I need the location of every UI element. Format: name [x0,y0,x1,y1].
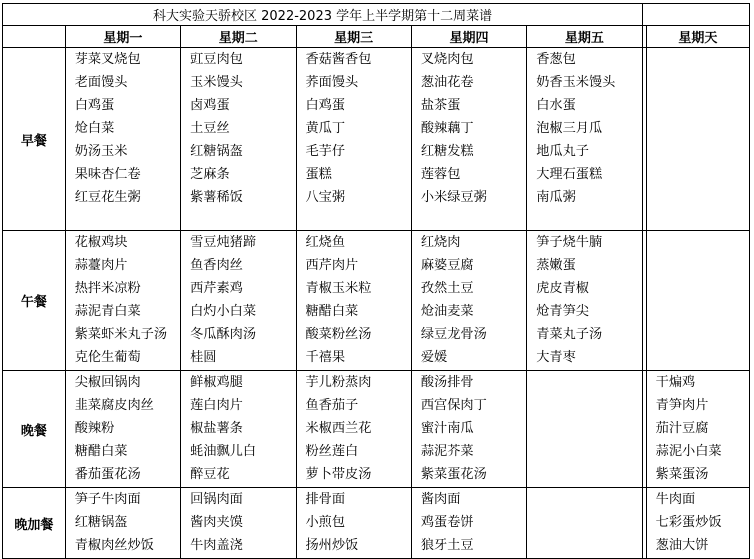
dish-item: 西宫保肉丁 [420,398,487,413]
dish-item: 绿豆龙骨汤 [420,327,487,342]
corner-cell [3,26,66,48]
dish-list [306,488,411,558]
dish-list [75,371,180,487]
dish-list [306,371,411,487]
meal-label-breakfast: 早餐 [3,48,66,231]
day-header-tuesday: 星期二 [181,26,296,48]
dish-cell-dinner-tuesday [181,371,296,488]
dish-item: 蒜薹肉片 [74,258,128,273]
dish-item: 酸辣粉 [74,421,115,436]
dish-list [75,488,180,558]
dish-item: 青笋肉片 [655,398,709,413]
dish-item: 炝白菜 [74,121,115,136]
dish-item: 炝青笋尖 [536,304,589,319]
dish-item: 芝麻条 [190,167,230,182]
dish-item: 奶香玉米馒头 [536,75,616,90]
dish-item: 紫菜蛋汤 [655,467,709,482]
meal-row-late-snack [3,488,750,559]
dish-list [306,231,411,370]
menu-title: 科大实验天骄校区 2022-2023 学年上半学期第十二周菜谱 [3,4,643,26]
dish-item: 青菜丸子汤 [536,327,603,342]
dish-item: 白鸡蛋 [74,98,115,113]
dish-list [190,48,295,210]
dish-item: 西芹素鸡 [190,281,243,296]
dish-item: 笋子烧牛腩 [536,235,603,250]
dish-item: 奶汤玉米 [74,144,128,159]
dish-item: 酸菜粉丝汤 [305,327,372,342]
meal-row-breakfast [3,48,750,231]
dish-item: 毛芋仔 [305,144,346,159]
dish-list [656,48,749,49]
dish-cell-dinner-thursday [411,371,526,488]
dish-item: 紫薯稀饭 [190,190,243,205]
dish-cell-breakfast-monday [65,48,180,231]
dish-item: 蒜泥青白菜 [74,304,141,319]
dish-item: 花椒鸡块 [74,235,128,250]
dish-item: 白水蛋 [536,98,576,113]
dish-item: 雪豆炖猪蹄 [190,235,257,250]
dish-cell-breakfast-thursday [411,48,526,231]
meal-row-dinner [3,371,750,488]
dish-item: 牛肉面 [655,492,696,507]
dish-list [656,488,749,558]
dish-item: 红烧肉 [420,235,461,250]
dish-item: 番茄蛋花汤 [74,467,141,482]
dish-list [306,48,411,210]
dish-item: 红糖发糕 [420,144,474,159]
dish-cell-late-snack-friday [527,488,642,559]
dish-list [536,231,641,370]
dish-item: 白鸡蛋 [305,98,346,113]
dish-item: 葱油花卷 [420,75,474,90]
dish-item: 米椒西兰花 [305,421,372,436]
dish-item: 麻婆豆腐 [420,258,474,273]
dish-item: 莲蓉包 [420,167,461,182]
dish-item: 热拌米凉粉 [74,281,141,296]
dish-item: 香菇酱香包 [305,52,372,67]
dish-item: 椒盐薯条 [190,421,243,436]
dish-item: 红糖锅盔 [190,144,243,159]
dish-item: 紫菜蛋花汤 [420,467,487,482]
dish-item: 红糖锅盔 [74,515,128,530]
dish-item: 南瓜粥 [536,190,576,205]
dish-item: 叉烧肉包 [420,52,474,67]
dish-list [421,488,526,558]
day-header-sunday: 星期天 [646,26,749,48]
dish-item: 地瓜丸子 [536,144,589,159]
dish-list [421,231,526,370]
dish-item: 蒸嫩蛋 [536,258,576,273]
dish-item: 土豆丝 [190,121,230,136]
dish-item: 紫菜虾米丸子汤 [74,327,168,342]
dish-item: 茄汁豆腐 [655,421,709,436]
dish-list [656,371,749,487]
dish-cell-late-snack-monday [65,488,180,559]
dish-item: 蜜汁南瓜 [420,421,474,436]
dish-list [190,231,295,370]
dish-cell-late-snack-wednesday [296,488,411,559]
dish-cell-breakfast-friday [527,48,642,231]
dish-item: 蒜泥芥菜 [420,444,474,459]
dish-item: 老面馒头 [74,75,128,90]
dish-cell-lunch-sunday [646,231,749,371]
dish-cell-lunch-tuesday [181,231,296,371]
dish-item: 冬瓜酥肉汤 [190,327,257,342]
dish-item: 盐茶蛋 [420,98,461,113]
dish-cell-dinner-friday [527,371,642,488]
dish-item: 西芹肉片 [305,258,359,273]
meal-label-late-snack: 晚加餐 [3,488,66,559]
dish-item: 黄瓜丁 [305,121,346,136]
dish-cell-lunch-monday [65,231,180,371]
meal-label-dinner: 晚餐 [3,371,66,488]
meal-row-lunch [3,231,750,371]
dish-item: 扬州炒饭 [305,538,359,553]
dish-item: 回锅肉面 [190,492,243,507]
dish-cell-dinner-monday [65,371,180,488]
dish-item: 韭菜腐皮肉丝 [74,398,154,413]
dish-item: 酸辣藕丁 [420,121,474,136]
dish-item: 尖椒回锅肉 [74,375,141,390]
dish-cell-lunch-wednesday [296,231,411,371]
dish-item: 酱肉面 [420,492,461,507]
dish-list [421,371,526,487]
dish-item: 千禧果 [305,350,346,365]
dish-cell-breakfast-tuesday [181,48,296,231]
dish-item: 孜然土豆 [420,281,474,296]
dish-item: 蒜泥小白菜 [655,444,722,459]
day-header-row [3,26,750,48]
dish-list [421,48,526,210]
dish-list [190,488,295,558]
dish-list [536,371,641,372]
dish-cell-dinner-sunday [646,371,749,488]
dish-item: 莲白肉片 [190,398,243,413]
dish-item: 果味杏仁卷 [74,167,141,182]
dish-item: 红烧鱼 [305,235,346,250]
dish-item: 豇豆肉包 [190,52,243,67]
meal-label-lunch: 午餐 [3,231,66,371]
dish-item: 玉米馒头 [190,75,243,90]
dish-item: 葱油大饼 [655,538,709,553]
dish-item: 笋子牛肉面 [74,492,141,507]
dish-item: 鲜椒鸡腿 [190,375,243,390]
dish-cell-late-snack-sunday [646,488,749,559]
title-row [3,4,750,26]
dish-list [536,48,641,210]
dish-item: 小米绿豆粥 [420,190,487,205]
dish-item: 鱼香肉丝 [190,258,243,273]
dish-item: 干煸鸡 [655,375,696,390]
dish-item: 卤鸡蛋 [190,98,230,113]
title-blank-cell [642,4,749,26]
dish-item: 酱肉夹馍 [190,515,243,530]
dish-item: 荞面馒头 [305,75,359,90]
dish-item: 糖醋白菜 [74,444,128,459]
dish-cell-late-snack-thursday [411,488,526,559]
menu-table [2,3,750,559]
dish-item: 粉丝莲白 [305,444,359,459]
dish-cell-late-snack-tuesday [181,488,296,559]
dish-item: 克伦生葡萄 [74,350,141,365]
dish-list [190,371,295,487]
dish-item: 醉豆花 [190,467,230,482]
dish-cell-lunch-thursday [411,231,526,371]
dish-list [656,231,749,232]
dish-item: 鱼香茄子 [305,398,359,413]
dish-item: 虎皮青椒 [536,281,589,296]
dish-item: 酸汤排骨 [420,375,474,390]
dish-item: 狼牙土豆 [420,538,474,553]
dish-item: 排骨面 [305,492,346,507]
dish-cell-lunch-friday [527,231,642,371]
dish-item: 八宝粥 [305,190,346,205]
day-header-friday: 星期五 [527,26,642,48]
dish-item: 糖醋白菜 [305,304,359,319]
dish-item: 炝油麦菜 [420,304,474,319]
dish-item: 青椒玉米粒 [305,281,372,296]
day-header-wednesday: 星期三 [296,26,411,48]
dish-item: 白灼小白菜 [190,304,257,319]
day-header-monday: 星期一 [65,26,180,48]
dish-item: 芋儿粉蒸肉 [305,375,372,390]
dish-item: 泡椒三月瓜 [536,121,603,136]
dish-item: 桂圆 [190,350,217,365]
dish-item: 萝卜带皮汤 [305,467,372,482]
dish-item: 鸡蛋卷饼 [420,515,474,530]
dish-item: 红豆花生粥 [74,190,141,205]
dish-item: 青椒肉丝炒饭 [74,538,154,553]
dish-item: 香葱包 [536,52,576,67]
dish-item: 大理石蛋糕 [536,167,603,182]
dish-item: 蚝油飘儿白 [190,444,257,459]
dish-item: 大青枣 [536,350,576,365]
dish-item: 七彩蛋炒饭 [655,515,722,530]
dish-list [536,488,641,489]
dish-cell-dinner-wednesday [296,371,411,488]
dish-item: 小煎包 [305,515,346,530]
dish-item: 爱媛 [420,350,448,365]
dish-item: 牛肉盖浇 [190,538,243,553]
day-header-thursday: 星期四 [411,26,526,48]
dish-item: 蛋糕 [305,167,332,182]
dish-list [75,231,180,370]
dish-list [75,48,180,210]
dish-cell-breakfast-sunday [646,48,749,231]
dish-cell-breakfast-wednesday [296,48,411,231]
dish-item: 芽菜叉烧包 [74,52,141,67]
